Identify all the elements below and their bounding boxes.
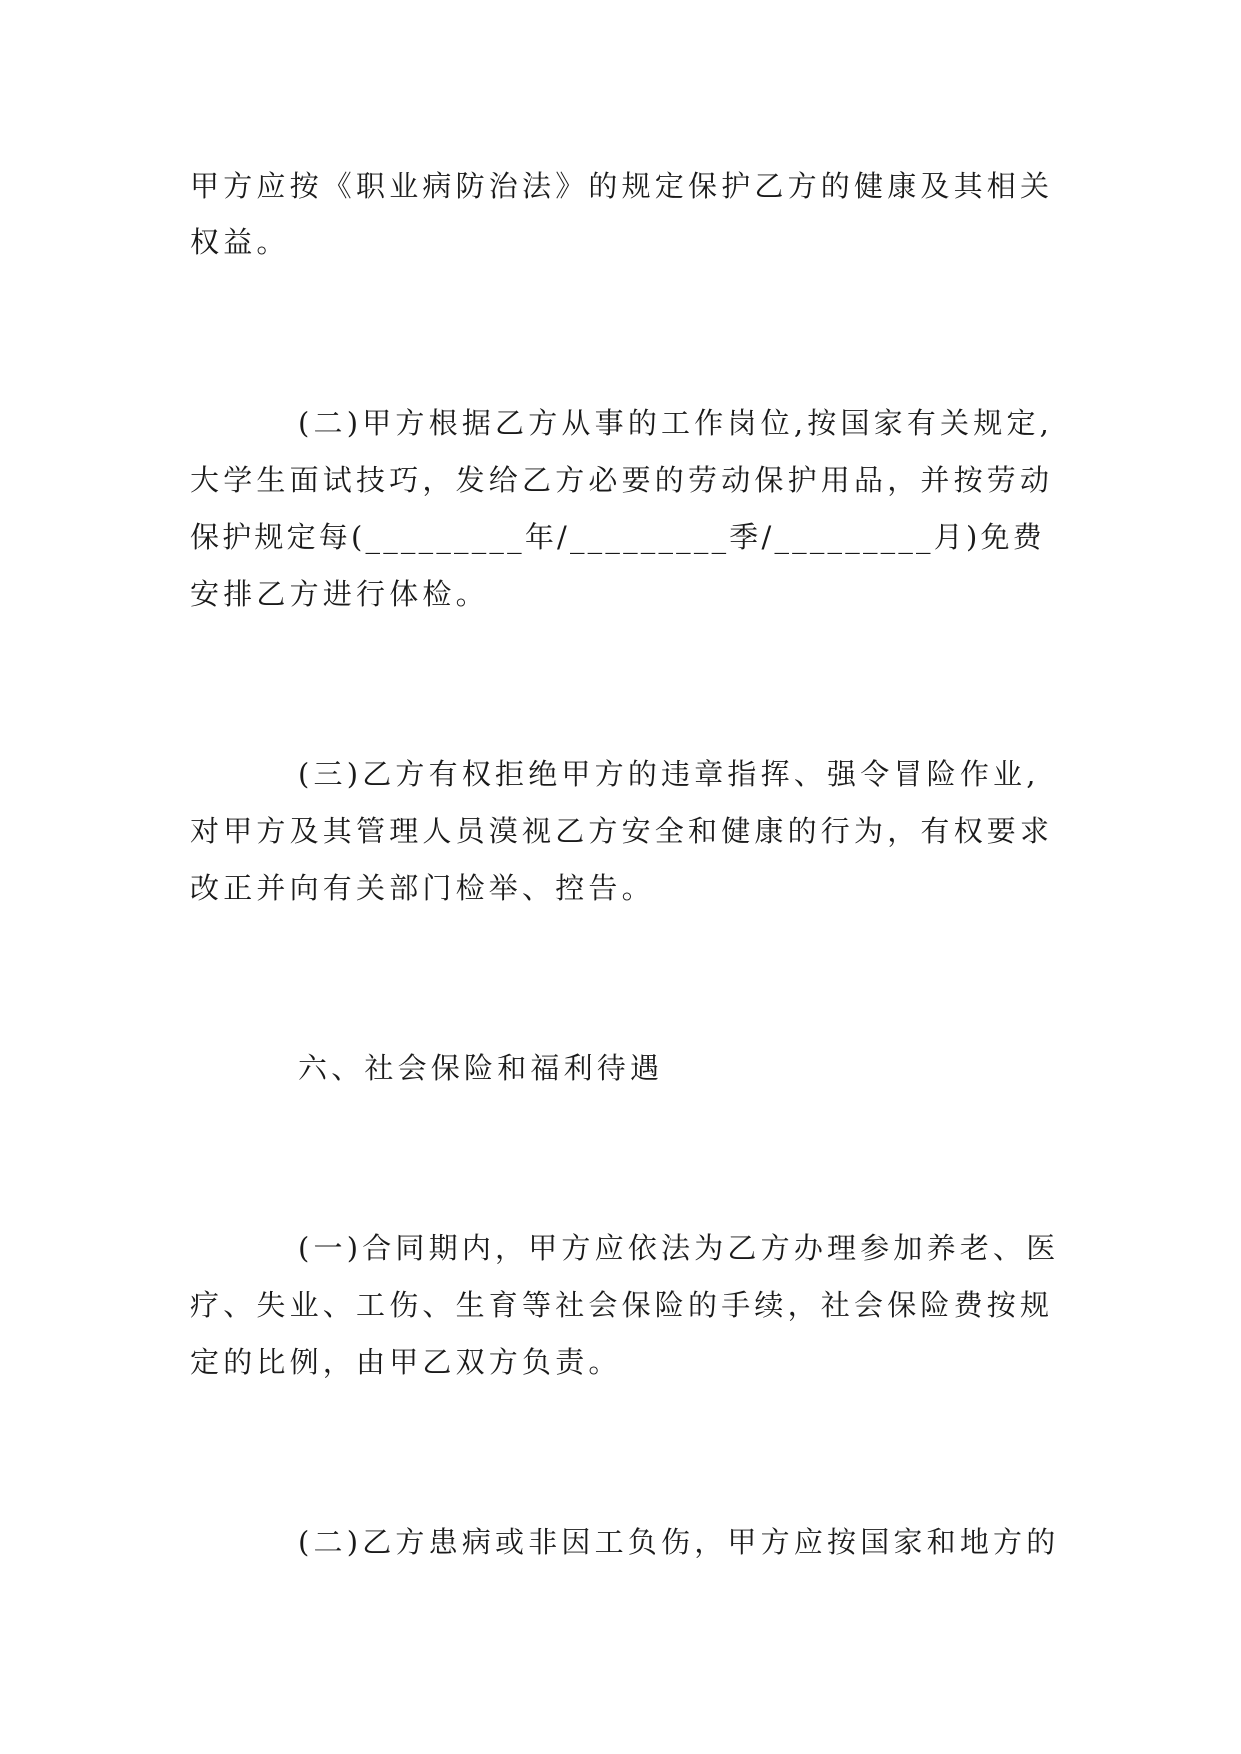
paragraph-line: (二)甲方根据乙方从事的工作岗位,按国家有关规定,	[298, 406, 1054, 440]
paragraph-line: (二)乙方患病或非因工负伤，甲方应按国家和地方的	[298, 1525, 1060, 1559]
paragraph-line: 甲方应按《职业病防治法》的规定保护乙方的健康及其相关	[190, 169, 1054, 203]
paragraph-line: (一)合同期内，甲方应依法为乙方办理参加养老、医	[298, 1231, 1060, 1265]
paragraph-line: 定的比例，由甲乙双方负责。	[190, 1345, 622, 1379]
paragraph-line: 安排乙方进行体检。	[190, 577, 489, 611]
paragraph-line: (三)乙方有权拒绝甲方的违章指挥、强令冒险作业,	[298, 757, 1040, 791]
paragraph-line: 改正并向有关部门检举、控告。	[190, 871, 655, 905]
paragraph-line: 权益。	[190, 225, 290, 259]
section-heading: 六、社会保险和福利待遇	[298, 1051, 664, 1085]
paragraph-line: 对甲方及其管理人员漠视乙方安全和健康的行为，有权要求	[190, 814, 1054, 848]
paragraph-line: 疗、失业、工伤、生育等社会保险的手续，社会保险费按规	[190, 1288, 1054, 1322]
paragraph-line: 大学生面试技巧，发给乙方必要的劳动保护用品，并按劳动	[190, 463, 1054, 497]
paragraph-line: 保护规定每(_________年/_________季/_________月)免费	[190, 520, 1045, 554]
